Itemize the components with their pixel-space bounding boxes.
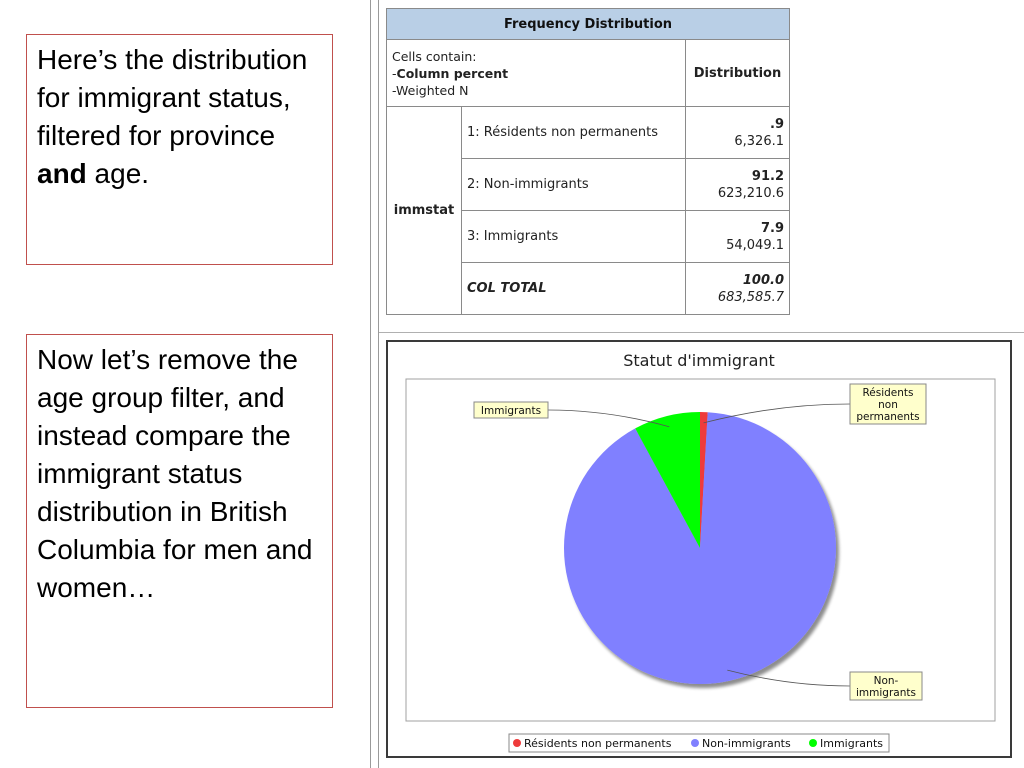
table-row-label: 1: Résidents non permanents — [462, 107, 686, 159]
total-percent: 100.0 — [742, 272, 784, 288]
legend-swatch — [513, 739, 521, 747]
row-n: 623,210.6 — [717, 185, 784, 201]
row-percent: 7.9 — [760, 220, 784, 236]
table-row-value — [686, 159, 790, 211]
cells-contain-label: Cells contain: — [392, 48, 477, 64]
row-variable: immstat — [387, 107, 462, 315]
distribution-header: Distribution — [686, 40, 790, 107]
label-immigrants — [474, 402, 548, 418]
note-1-bold: and — [37, 158, 87, 189]
legend-label: Immigrants — [820, 737, 883, 750]
legend-swatch — [809, 739, 817, 747]
label-residents-non-permanents — [850, 384, 926, 424]
divider-horizontal — [379, 332, 1024, 333]
row-percent: .9 — [770, 116, 784, 132]
pie-slices — [564, 412, 836, 684]
legend-swatch — [691, 739, 699, 747]
cells-contain — [387, 40, 686, 107]
divider-right — [378, 0, 379, 768]
cells-item-1 — [392, 65, 680, 82]
pie-chart — [388, 342, 1010, 756]
table-row-label: 2: Non-immigrants — [462, 159, 686, 211]
cells-item-1-label: Column percent — [396, 65, 509, 81]
row-percent: 91.2 — [751, 168, 784, 184]
total-label: COL TOTAL — [462, 263, 686, 315]
note-1-text-end: age. — [86, 158, 150, 189]
note-2-text: Now let’s remove the age group filter, and instead compare the immigrant status distribution in British Columbia for men and women… — [37, 344, 313, 603]
legend-item-immigrants — [809, 737, 883, 750]
label-non-immigrants — [850, 672, 922, 700]
slice-label-text: Immigrants — [480, 405, 542, 417]
slice-label-text: permanents — [856, 411, 920, 423]
slice-label-text: Non- — [873, 675, 899, 687]
frequency-table — [386, 8, 790, 315]
legend-label: Non-immigrants — [702, 737, 791, 750]
slice-label-text: immigrants — [856, 687, 916, 699]
row-n: 6,326.1 — [734, 133, 784, 149]
explanation-note-2 — [26, 334, 333, 708]
legend-item-residents-non-permanents — [513, 737, 672, 750]
cells-item-2: -Weighted N — [392, 82, 469, 98]
table-row-value — [686, 107, 790, 159]
table-row-label: 3: Immigrants — [462, 211, 686, 263]
total-n: 683,585.7 — [717, 289, 784, 305]
chart-legend — [509, 734, 889, 752]
table-row-value — [686, 211, 790, 263]
legend-item-non-immigrants — [691, 737, 791, 750]
divider-left — [370, 0, 371, 768]
table-title: Frequency Distribution — [387, 9, 790, 40]
pie-chart-panel — [386, 340, 1012, 758]
legend-label: Résidents non permanents — [524, 737, 672, 750]
note-1-text: Here’s the distribution for immigrant status, filtered for province — [37, 44, 308, 151]
row-n: 54,049.1 — [726, 237, 784, 253]
chart-title: Statut d'immigrant — [623, 351, 775, 370]
explanation-note-1 — [26, 34, 333, 265]
total-value — [686, 263, 790, 315]
slice-label-text: non — [878, 399, 898, 411]
slice-label-text: Résidents — [862, 387, 914, 399]
cells-dash: - — [392, 65, 397, 81]
